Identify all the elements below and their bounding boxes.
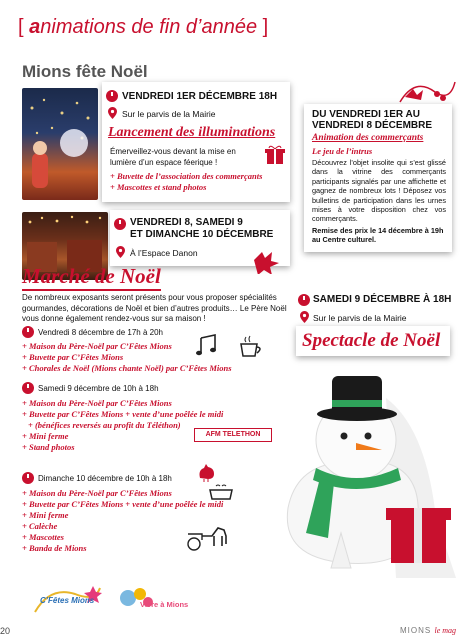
list-item: + Mascottes et stand photos (110, 182, 262, 193)
event1-date: VENDREDI 1ER DÉCEMBRE 18H (122, 91, 278, 102)
list-item: + Stand photos (22, 442, 223, 453)
vivre-a-mions-logo: Vivre à Mions (118, 584, 190, 614)
clock-icon (22, 326, 34, 338)
horse-carriage-icon (186, 522, 236, 552)
cfetes-mions-logo: C’Fêtes Mions (30, 584, 104, 614)
day2-list (22, 398, 223, 453)
event1-location: Sur le parvis de la Mairie (122, 109, 216, 119)
rooster-icon (196, 460, 218, 482)
list-item: + Chorales de Noël (Mions chante Noël) par C’Fêtes Mions (22, 363, 232, 374)
event2-prizes: Remise des prix le 14 décembre à 19h au Centre culturel. (312, 226, 444, 245)
list-item: + Calèche (22, 521, 223, 532)
event4-title-card (296, 326, 450, 356)
music-notes-icon (195, 334, 225, 358)
event4-location: Sur le parvis de la Mairie (313, 313, 407, 323)
list-item: + Banda de Mions (22, 543, 223, 554)
event1-bullets (110, 171, 262, 193)
header-title: nimations de fin d’année (40, 16, 258, 38)
event2-title: Animation des commerçants (312, 133, 424, 143)
location-pin-icon (300, 311, 309, 323)
clock-icon (22, 382, 34, 394)
list-item: + Mascottes (22, 532, 223, 543)
cooking-pan-icon (208, 482, 234, 502)
gift-icon (264, 144, 286, 166)
clock-icon (298, 294, 310, 306)
illuminations-photo (22, 88, 98, 200)
location-pin-icon (108, 107, 117, 119)
list-item: + Maison du Père-Noël par C’Fêtes Mions (22, 488, 223, 499)
event-illuminations-card (102, 82, 290, 202)
day2-label: Samedi 9 décembre de 10h à 18h (38, 384, 159, 393)
bracket-left: [ (18, 16, 24, 38)
clock-icon (22, 472, 34, 484)
event3-date-line2: ET DIMANCHE 10 DÉCEMBRE (130, 229, 274, 240)
section-title: Mions fête Noël (22, 62, 148, 81)
clock-icon (106, 90, 118, 102)
event3-date-line1: VENDREDI 8, SAMEDI 9 (130, 217, 243, 228)
snowman-illustration (286, 368, 456, 598)
event3-location: À l’Espace Danon (130, 248, 198, 258)
list-item: + Maison du Père-Noël par C’Fêtes Mions (22, 341, 232, 352)
footer-mag: MIONS le mag (400, 626, 457, 635)
day1-label: Vendredi 8 décembre de 17h à 20h (38, 328, 163, 337)
bubbles-icon (118, 584, 190, 614)
day3-label: Dimanche 10 décembre de 10h à 18h (38, 474, 172, 483)
event3-title: Marché de Noël (22, 264, 161, 291)
header-first-letter: a (29, 16, 41, 38)
event4-date: SAMEDI 9 DÉCEMBRE À 18H (313, 294, 452, 305)
location-pin-icon (116, 246, 125, 258)
list-item: + Buvette par C’Fêtes Mions + vente d’une poêlée le midi (22, 409, 223, 420)
page-header (18, 16, 268, 39)
list-item: + Buvette de l’association des commerçants (110, 171, 262, 182)
event3-intro: De nombreux exposants seront présents pour vous proposer spécialités gourmandes, décorations de Noël et bien d’autres produits… Le Père Noël vous donne également rendez-vous sur sa maison ! (22, 293, 287, 323)
list-item-note: + (bénéfices reversés au profit du Téléthon) (22, 420, 223, 431)
list-item: + Buvette par C’Fêtes Mions (22, 352, 232, 363)
clock-icon (114, 218, 126, 230)
event4-title: Spectacle de Noël (302, 330, 441, 351)
event2-date-line2: VENDREDI 8 DÉCEMBRE (312, 120, 433, 131)
event2-body: Découvrez l’objet insolite qui s’est glissé dans la vitrine des commerçants participants signalés par une affichette et gagnez de nombreux lots ! Déposez vos bulletins de participation dans les urnes mises à votre disposition chez vos commerçants. (312, 158, 446, 224)
list-item: + Buvette par C’Fêtes Mions + vente d’une poêlée le midi (22, 499, 223, 510)
list-item: + Mini ferme (22, 510, 223, 521)
event1-body: Émerveillez-vous devant la mise en lumière d’un espace féerique ! (110, 147, 236, 167)
bracket-right: ] (262, 16, 269, 38)
event1-title: Lancement des illuminations (108, 125, 276, 140)
page-number: 20 (0, 626, 11, 636)
event2-subtitle: Le jeu de l’intrus (312, 146, 373, 156)
list-item: + Maison du Père-Noël par C’Fêtes Mions (22, 398, 223, 409)
list-item: + Mini ferme (22, 431, 223, 442)
holly-icon (252, 246, 282, 274)
event2-date-line1: DU VENDREDI 1ER AU (312, 109, 420, 120)
hot-drink-icon (238, 334, 264, 358)
event-commercants-card (304, 104, 452, 252)
telethon-logo: AFM TELETHON (194, 428, 272, 442)
